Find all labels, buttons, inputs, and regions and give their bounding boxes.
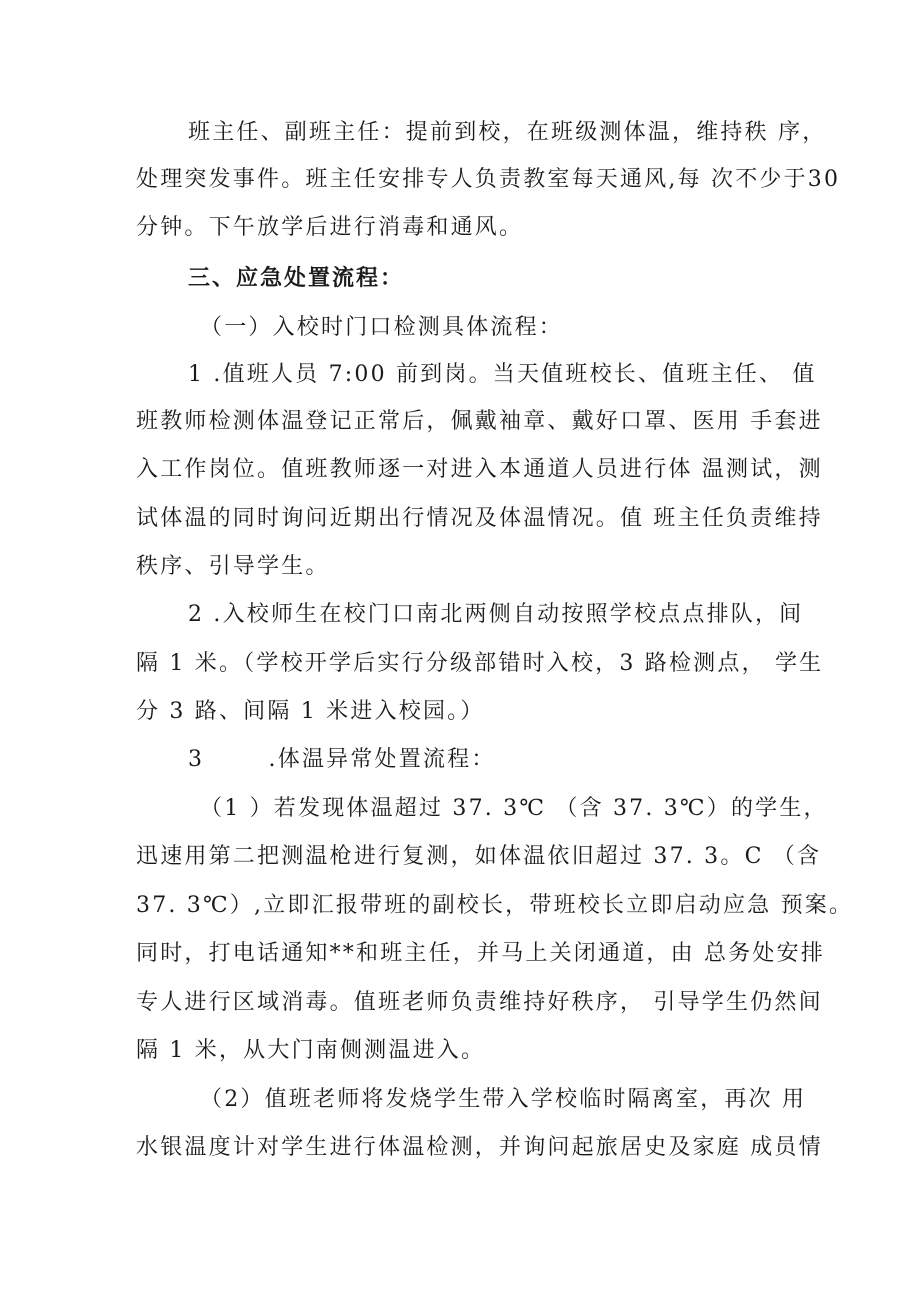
paragraph-line: 3 .体温异常处置流程： (188, 747, 496, 772)
paragraph-line: （1 ）若发现体温超过 37. 3℃ （含 37. 3℃）的学生， (200, 796, 828, 821)
paragraph-line: 分钟。下午放学后进行消毒和通风。 (136, 215, 524, 240)
paragraph-line: 隔 1 米。（学校开学后实行分级部错时入校，3 路检测点， 学生 (136, 651, 824, 676)
paragraph-line: 同时，打电话通知**和班主任，并马上关闭通道，由 总务处安排 (136, 941, 825, 966)
paragraph-line: 水银温度计对学生进行体温检测，并询问起旅居史及家庭 成员情 (136, 1135, 823, 1160)
paragraph-line: 班主任、副班主任：提前到校，在班级测体温，维持秩 序， (188, 120, 827, 145)
subsection-heading: （一）入校时门口检测具体流程： (200, 315, 564, 340)
paragraph-line: 试体温的同时询问近期出行情况及体温情况。值 班主任负责维持 (136, 506, 823, 531)
section-heading: 三、应急处置流程： (188, 266, 405, 291)
paragraph-line: 37. 3℃）,立即汇报带班的副校长，带班校长立即启动应急 预案。 (136, 893, 854, 918)
paragraph-line: 分 3 路、间隔 1 米进入校园。） (136, 699, 485, 724)
paragraph-line: 隔 1 米，从大门南侧测温进入。 (136, 1038, 486, 1063)
paragraph-line: 处理突发事件。班主任安排专人负责教室每天通风,每 次不少于30 (136, 167, 841, 192)
paragraph-line: 专人进行区域消毒。值班老师负责维持好秩序， 引导学生仍然间 (136, 990, 823, 1015)
paragraph-line: 1 .值班人员 7:00 前到岗。当天值班校长、值班主任、 值 (188, 362, 817, 387)
paragraph-line: 2 .入校师生在校门口南北两侧自动按照学校点点排队，间 (188, 602, 804, 627)
paragraph-line: 入工作岗位。值班教师逐一对进入本通道人员进行体 温测试，测 (136, 457, 823, 482)
paragraph-line: 班教师检测体温登记正常后，佩戴袖章、戴好口罩、医用 手套进 (136, 409, 823, 434)
paragraph-line: 迅速用第二把测温枪进行复测，如体温依旧超过 37. 3。C （含 (136, 844, 822, 869)
paragraph-line: （2）值班老师将发烧学生带入学校临时隔离室，再次 用 (200, 1087, 807, 1112)
paragraph-line: 秩序、引导学生。 (136, 554, 330, 579)
